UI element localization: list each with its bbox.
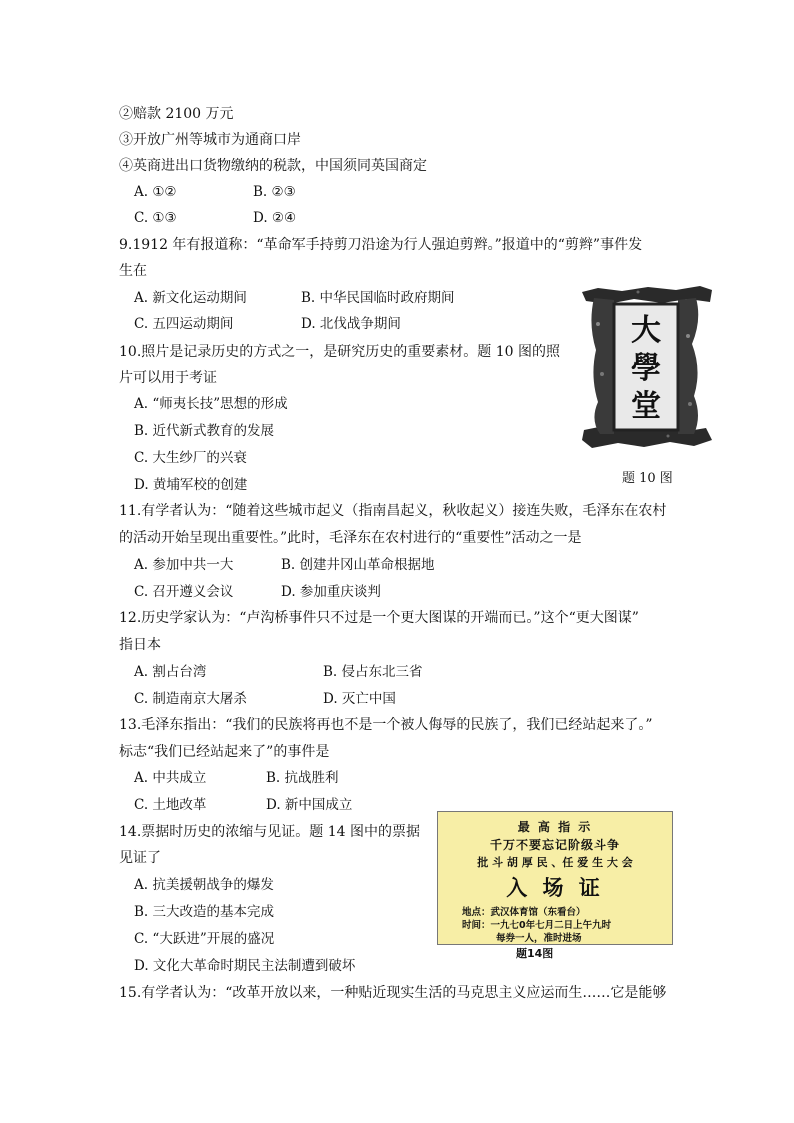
- q9-choice-c: C. 五四运动期间: [134, 316, 234, 332]
- question-14-stem-line2: 见证了: [119, 850, 161, 866]
- plaque-right-border: [678, 298, 698, 434]
- plaque-char-2: 學: [631, 351, 661, 386]
- figure-10-caption: 题 10 图: [622, 471, 673, 486]
- ticket-heading: 入 场 证: [506, 876, 604, 900]
- q8-choice-a: A. ①②: [134, 184, 177, 200]
- figure-14-caption: 题14图: [516, 947, 554, 960]
- plaque-drawing: [578, 284, 716, 456]
- figure-14-ticket: [437, 811, 673, 945]
- question-11-stem-line2: 的活动开始呈现出重要性。”此时，毛泽东在农村进行的“重要性”活动之一是: [119, 530, 582, 546]
- q9-choice-a: A. 新文化运动期间: [134, 290, 247, 306]
- q9-choice-d: D. 北伐战争期间: [301, 316, 401, 332]
- q13-choice-c: C. 土地改革: [134, 797, 207, 813]
- q10-choice-c: C. 大生纱厂的兴衰: [134, 450, 247, 466]
- q12-choice-d: D. 灭亡中国: [323, 691, 396, 707]
- question-8-option-2: ②赔款 2100 万元: [119, 106, 234, 122]
- figure-10-plaque-photo: [578, 284, 716, 456]
- q11-choice-a: A. 参加中共一大: [134, 557, 234, 573]
- plaque-char-3: 堂: [631, 389, 661, 424]
- question-13-stem-line1: 13.毛泽东指出：“我们的民族将再也不是一个被人侮辱的民族了，我们已经站起来了。”: [119, 717, 653, 733]
- q14-choice-d: D. 文化大革命时期民主法制遭到破坏: [134, 958, 356, 974]
- question-8-option-3: ③开放广州等城市为通商口岸: [119, 132, 301, 148]
- question-14-stem-line1: 14.票据时历史的浓缩与见证。题 14 图中的票据: [119, 824, 420, 840]
- q9-choice-b: B. 中华民国临时政府期间: [301, 290, 455, 306]
- question-9-stem-line1: 9.1912 年有报道称：“革命军手持剪刀沿途为行人强迫剪辫。”报道中的“剪辫”事件发: [119, 237, 643, 253]
- ticket-time: 时间：一九七0年七月二日上午九时: [462, 920, 612, 931]
- q10-choice-a: A. “师夷长技”思想的形成: [134, 396, 288, 412]
- question-10-stem-line2: 片可以用于考证: [119, 370, 217, 386]
- ticket-line-1: 千万不要忘记阶级斗争: [489, 838, 620, 852]
- plaque-char-1: 大: [631, 313, 661, 348]
- question-12-stem-line1: 12.历史学家认为：“卢沟桥事件只不过是一个更大图谋的开端而已。”这个“更大图谋”: [119, 610, 639, 626]
- q13-choice-a: A. 中共成立: [134, 770, 207, 786]
- q14-choice-b: B. 三大改造的基本完成: [134, 904, 275, 920]
- ticket-note: 每券一人，准时进场: [496, 933, 582, 944]
- q8-choice-c: C. ①③: [134, 210, 177, 226]
- plaque-left-border: [591, 298, 614, 434]
- ticket-place: 地点：武汉体育馆（东看台）: [462, 907, 586, 918]
- q12-choice-a: A. 割占台湾: [134, 664, 207, 680]
- q10-choice-d: D. 黄埔军校的创建: [134, 477, 248, 493]
- q14-choice-a: A. 抗美援朝战争的爆发: [134, 877, 274, 893]
- question-10-stem-line1: 10.照片是记录历史的方式之一，是研究历史的重要素材。题 10 图的照: [119, 344, 560, 360]
- question-9-stem-line2: 生在: [119, 263, 147, 279]
- ticket-title: 最 高 指 示: [517, 820, 593, 834]
- q13-choice-d: D. 新中国成立: [266, 797, 353, 813]
- question-12-stem-line2: 指日本: [119, 637, 161, 653]
- q8-choice-d: D. ②④: [253, 210, 297, 226]
- question-13-stem-line2: 标志“我们已经站起来了”的事件是: [119, 744, 330, 760]
- q13-choice-b: B. 抗战胜利: [266, 770, 339, 786]
- q14-choice-c: C. “大跃进”开展的盛况: [134, 931, 275, 947]
- question-11-stem-line1: 11.有学者认为：“随着这些城市起义（指南昌起义，秋收起义）接连失败，毛泽东在农村: [119, 503, 667, 519]
- question-15-stem-line1: 15.有学者认为：“改革开放以来，一种贴近现实生活的马克思主义应运而生……它是能够: [119, 985, 667, 1001]
- q12-choice-c: C. 制造南京大屠杀: [134, 691, 247, 707]
- q11-choice-d: D. 参加重庆谈判: [281, 584, 381, 600]
- q8-choice-b: B. ②③: [253, 184, 296, 200]
- question-8-option-4: ④英商进出口货物缴纳的税款，中国须同英国商定: [119, 158, 427, 174]
- ticket-line-2: 批 斗 胡 厚 民 、任 爱 生 大 会: [477, 856, 633, 869]
- q11-choice-c: C. 召开遵义会议: [134, 584, 234, 600]
- q11-choice-b: B. 创建井冈山革命根据地: [281, 557, 435, 573]
- q12-choice-b: B. 侵占东北三省: [323, 664, 423, 680]
- q10-choice-b: B. 近代新式教育的发展: [134, 423, 275, 439]
